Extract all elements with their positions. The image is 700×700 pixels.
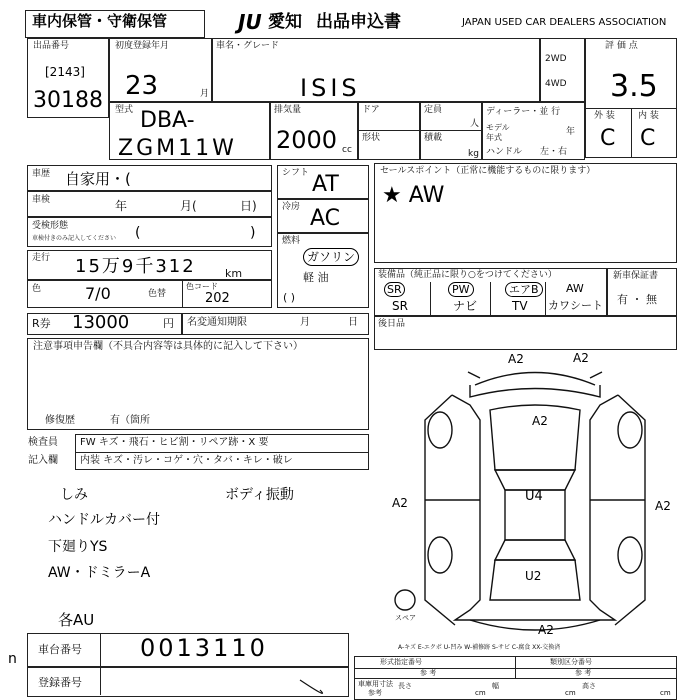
checklist-fw: FW キズ・飛石・ヒビ割・リペア跡・X 要 — [80, 437, 269, 448]
equip-item-0: SR — [392, 299, 408, 313]
handle-label: ハンドル — [486, 147, 523, 157]
class-label: 類別区分番号 — [550, 658, 592, 666]
equip-label: 装備品（純正品に限り○をつけてください） — [378, 270, 557, 280]
year-label: 年式 — [486, 133, 502, 142]
wheel-fl — [428, 412, 452, 448]
spare-tire — [395, 590, 415, 610]
capacity-unit: 人 — [470, 119, 480, 129]
color-change-label: 色替 — [148, 289, 167, 299]
displacement-label: 排気量 — [274, 105, 302, 115]
spare-label: スペア — [395, 614, 416, 622]
cert-label: 形式指定番号 — [380, 658, 422, 666]
recv-label: 受検形態 — [32, 221, 69, 231]
handle-options: 左・右 — [540, 147, 568, 157]
front-bumper-edge — [470, 385, 600, 397]
equip-top-3: AW — [566, 282, 584, 295]
score-label: 評 価 点 — [605, 41, 638, 51]
margin-mark: n — [8, 651, 17, 667]
body-outline — [452, 395, 618, 620]
wheel-rl — [428, 537, 452, 573]
legend: A-キズ E-エクボ U-凹み W-補修跡 S-サビ C-腐食 XX-交換済 — [398, 644, 561, 651]
damage-a2-7: A2 — [538, 623, 554, 637]
fuel-paren: ( ) — [283, 291, 296, 304]
model-year-label: モデル — [486, 123, 510, 132]
katashiki-2: ZGM11W — [118, 136, 237, 161]
equip-item-2: TV — [512, 299, 528, 313]
fuel-label: 燃料 — [282, 236, 301, 246]
wid-label: 幅 — [492, 682, 499, 690]
first-reg-year: 23 — [125, 71, 159, 101]
score-value: 3.5 — [610, 69, 658, 104]
cc-label: cc — [342, 145, 352, 155]
ref3-label: 参考 — [368, 689, 382, 697]
4wd-label: 4WD — [545, 79, 567, 89]
form-title: 出品申込書 — [316, 12, 401, 32]
equip-top-2: エアB — [505, 282, 543, 297]
displacement-value: 2000 — [276, 126, 338, 154]
payload-label: 積載 — [424, 133, 443, 143]
katashiki-label: 型式 — [115, 105, 134, 115]
exterior-value: C — [600, 126, 616, 151]
year-unit: 年 — [566, 127, 576, 137]
repair-options: 有（箇所 — [110, 415, 150, 426]
rear-glass — [495, 540, 575, 560]
note-all: 各AU — [58, 611, 95, 629]
recycle-label: 新車保証書 — [613, 271, 659, 281]
cm2-label: cm — [565, 689, 576, 697]
capacity-label: 定員 — [424, 105, 443, 115]
note-shimi: しみ — [60, 487, 88, 503]
repair-label: 修復歴 — [45, 415, 75, 426]
mirror-l — [468, 372, 480, 378]
lot-label: 出品番号 — [33, 41, 70, 51]
model-value: ISIS — [300, 74, 361, 102]
door-label: ドア — [362, 105, 380, 115]
damage-a2-4: A2 — [392, 496, 408, 510]
damage-a2-3: A2 — [532, 414, 548, 428]
diesel-label: 軽 油 — [303, 271, 329, 284]
lot-number: 30188 — [33, 88, 103, 113]
damage-a2-2: A2 — [573, 351, 589, 365]
interior-value: C — [640, 126, 656, 151]
lot-bracket: [2143] — [45, 65, 85, 79]
mileage-value: 15万9千312 — [75, 256, 196, 277]
damage-a2-5: A2 — [655, 499, 671, 513]
recv-paren-close: ) — [250, 225, 256, 241]
rken-label: R券 — [32, 317, 51, 330]
front-bumper — [475, 373, 595, 386]
notes-label: 注意事項申告欄（不具合内容等は具体的に記入して下さい） — [33, 341, 303, 352]
selling-value: ★ AW — [382, 183, 445, 208]
2wd-label: 2WD — [545, 54, 567, 64]
aircon-value: AC — [310, 206, 341, 231]
first-reg-label: 初度登録年月 — [115, 41, 170, 51]
checklist-int: 内装 キズ・汚レ・コゲ・穴・タバ・キレ・破レ — [80, 455, 293, 466]
mirror-r — [590, 372, 602, 378]
equip-item-1: ナビ — [453, 299, 478, 313]
wheel-rr — [618, 537, 642, 573]
ref2-label: 参 考 — [575, 669, 592, 677]
inspection-label: 車検 — [32, 195, 51, 205]
ref1-label: 参 考 — [420, 669, 437, 677]
hgt-label: 高さ — [582, 682, 596, 690]
damage-u2: U2 — [525, 569, 542, 583]
note-mirror: AW・ドミラーA — [48, 565, 151, 581]
km-label: km — [225, 267, 243, 280]
shift-label: シフト — [282, 168, 310, 178]
entry-label: 記入欄 — [28, 455, 58, 466]
name-change-label: 名変通知期限 — [187, 317, 247, 328]
recycle-options: 有 ・ 無 — [617, 293, 657, 306]
ju-logo: JU — [238, 10, 262, 34]
exterior-label: 外 装 — [594, 111, 615, 121]
chassis-label: 車台番号 — [38, 643, 82, 656]
usage-value: 自家用・( — [65, 170, 131, 188]
equip-top-0: SR — [384, 282, 405, 297]
kg-label: kg — [468, 149, 479, 159]
color-value: 7/0 — [85, 284, 111, 303]
nc-day: 日 — [348, 317, 358, 328]
inspector-label: 検査員 — [28, 437, 58, 448]
org-name: 愛知 — [268, 12, 302, 32]
selling-label: セールスポイント（正常に機能するものに限ります） — [380, 166, 596, 176]
equip-top-1: PW — [448, 282, 474, 297]
dims-label: 車庫用寸法 — [358, 680, 393, 688]
note-tire: 下廻りYS — [48, 539, 108, 555]
insp-day: 日) — [240, 199, 257, 213]
right-panel — [615, 395, 645, 625]
insp-year: 年 — [115, 199, 128, 213]
usage-label: 車歴 — [32, 169, 51, 179]
left-panel — [425, 395, 455, 625]
windshield — [495, 470, 575, 490]
damage-u4: U4 — [525, 489, 543, 504]
color-label: 色 — [32, 284, 42, 294]
regno-label: 登録番号 — [38, 676, 82, 689]
rear-label: 後日品 — [378, 319, 406, 329]
dealer-label: ディーラー・並 行 — [486, 107, 561, 117]
note-body: ボディ振動 — [225, 487, 294, 503]
equip-item-3: カワシート — [548, 299, 603, 312]
color-code-value: 202 — [205, 291, 230, 306]
recv-paren-open: ( — [135, 225, 141, 241]
shape-label: 形状 — [362, 133, 381, 143]
chassis-value: 0013110 — [140, 634, 268, 662]
wheel-fr — [618, 412, 642, 448]
model-label: 車名・グレード — [216, 41, 280, 51]
katashiki-1: DBA- — [140, 108, 195, 133]
color-code-label: 色コード — [186, 282, 218, 291]
nc-month: 月 — [300, 317, 310, 328]
assoc-name: JAPAN USED CAR DEALERS ASSOCIATION — [462, 17, 667, 28]
damage-a2-1: A2 — [508, 352, 524, 366]
interior-label: 内 装 — [638, 111, 659, 121]
rear-bumper — [470, 620, 600, 630]
fuel-value: ガソリン — [303, 248, 359, 266]
cm3-label: cm — [660, 689, 671, 697]
storage-label: 車内保管・守衛保管 — [32, 12, 168, 30]
recv-note: 車検付きのみ記入してください — [32, 235, 117, 242]
insp-month: 月( — [180, 199, 197, 213]
rken-value: 13000 — [72, 312, 130, 333]
note-handle: ハンドルカバー付 — [48, 512, 160, 528]
yen-label: 円 — [163, 317, 174, 330]
len-label: 長さ — [398, 682, 412, 690]
mileage-label: 走行 — [32, 253, 51, 263]
aircon-label: 冷房 — [282, 202, 301, 212]
month-label: 月 — [200, 89, 210, 99]
scribble — [300, 680, 323, 693]
cm1-label: cm — [475, 689, 486, 697]
shift-value: AT — [312, 172, 339, 197]
